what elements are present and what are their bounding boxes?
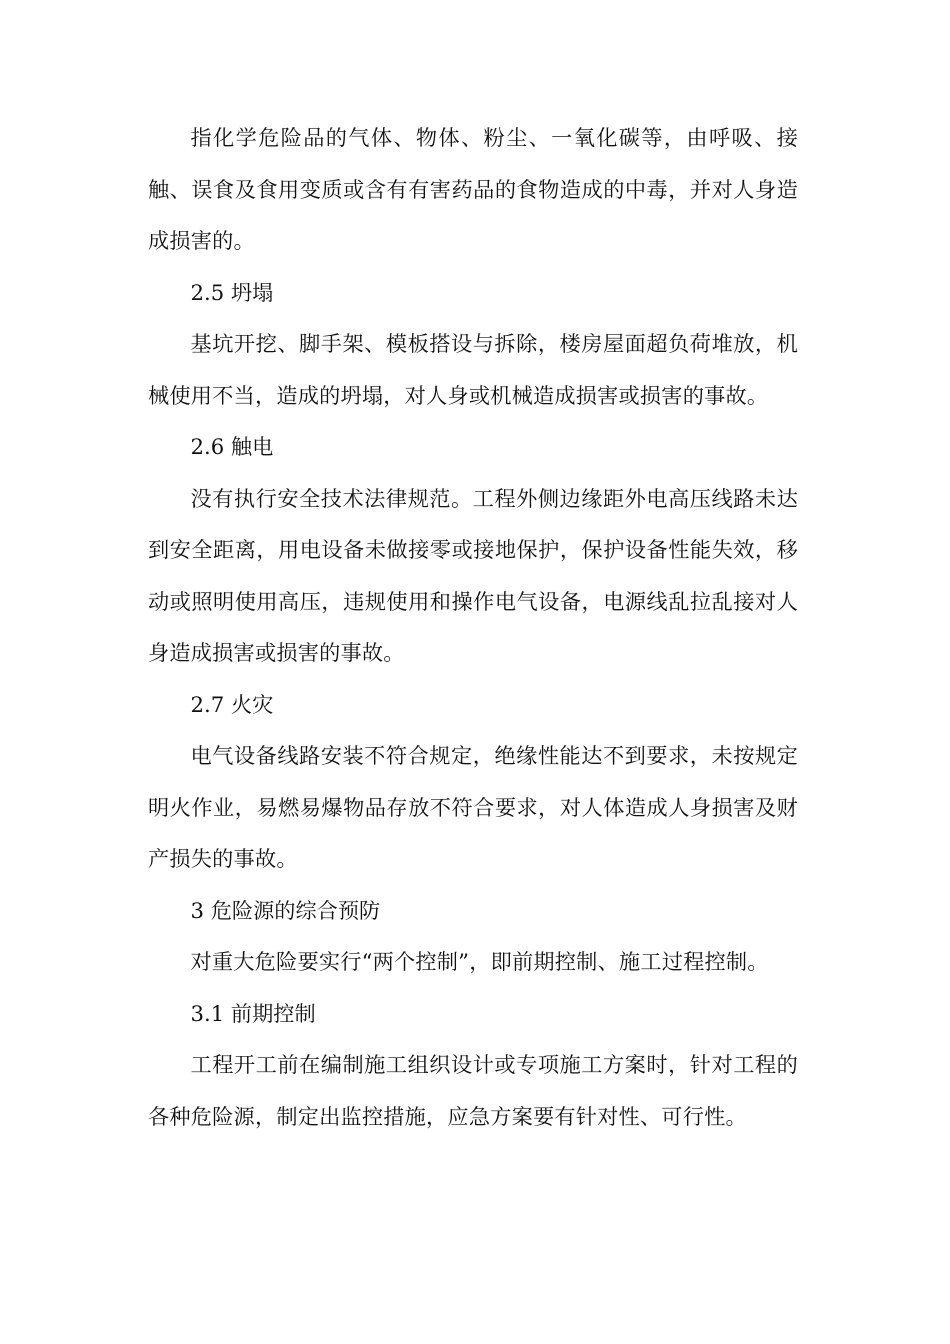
heading-2-5-collapse: 2.5 坍塌 [190, 279, 274, 305]
paragraph-electric-shock: 没有执行安全技术法律规范。工程外侧边缘距外电高压线路未达到安全距离，用电设备未做接零或接地保护，保护设备性能失效，移动或照明使用高压，违规使用和操作电气设备，电源线乱拉乱接对人身造成损害或损害的事故。 [148, 485, 798, 665]
paragraph-poisoning-definition: 指化学危险品的气体、物体、粉尘、一氧化碳等，由呼吸、接触、误食及食用变质或含有有害药品的食物造成的中毒，并对人身造成损害的。 [148, 125, 798, 253]
paragraph-collapse: 基坑开挖、脚手架、模板搭设与拆除，楼房屋面超负荷堆放，机械使用不当，造成的坍塌，对人身或机械造成损害或损害的事故。 [148, 331, 798, 408]
heading-3-1-preliminary-control: 3.1 前期控制 [190, 1000, 316, 1026]
heading-2-6-electric-shock: 2.6 触电 [190, 434, 274, 459]
document-page [148, 112, 798, 1142]
heading-2-7-fire: 2.7 火灾 [190, 691, 274, 717]
paragraph-fire: 电气设备线路安装不符合规定，绝缘性能达不到要求，未按规定明火作业，易燃易爆物品存放不符合要求，对人体造成人身损害及财产损失的事故。 [148, 743, 798, 871]
paragraph-preliminary-control: 工程开工前在编制施工组织设计或专项施工方案时，针对工程的各种危险源，制定出监控措施，应急方案要有针对性、可行性。 [148, 1052, 798, 1129]
heading-3-prevention: 3 危险源的综合预防 [190, 897, 381, 923]
paragraph-two-controls: 对重大危险要实行“两个控制”，即前期控制、施工过程控制。 [190, 949, 769, 974]
